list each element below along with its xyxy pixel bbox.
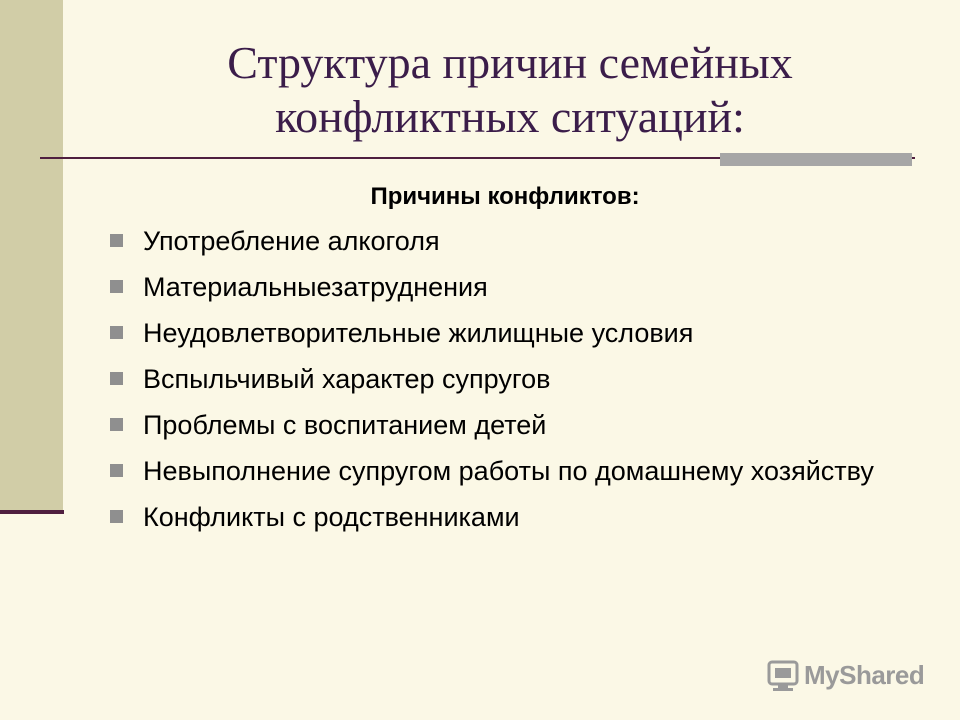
bullet-text: Конфликты с родственниками [143, 502, 520, 532]
bullet-text: Невыполнение супругом работы по домашнему хозяйству [143, 456, 874, 486]
square-bullet-icon [110, 280, 123, 293]
bullet-item [110, 362, 900, 396]
bullet-item [110, 316, 900, 350]
square-bullet-icon [110, 234, 123, 247]
bullet-item [110, 224, 900, 258]
myshared-logo-icon [766, 658, 800, 692]
bullet-text: Проблемы с воспитанием детей [143, 410, 547, 440]
square-bullet-icon [110, 464, 123, 477]
bullet-item [110, 408, 900, 442]
bullet-item [110, 270, 900, 304]
bullet-text: Вспыльчивый характер супругов [143, 364, 551, 394]
bullet-item [110, 500, 900, 534]
title-accent-bar [720, 153, 912, 166]
bullet-text: Неудовлетворительные жилищные условия [143, 318, 694, 348]
slide-title [100, 36, 920, 144]
bullet-item [110, 454, 900, 488]
square-bullet-icon [110, 326, 123, 339]
square-bullet-icon [110, 418, 123, 431]
slide-subtitle: Причины конфликтов: [370, 183, 640, 210]
bullet-text: Употребление алкоголя [143, 226, 440, 256]
slide-title-line-2: конфликтных ситуаций: [275, 91, 745, 142]
sidebar-band [0, 0, 63, 512]
slide-title-line-1: Структура причин семейных [227, 37, 793, 88]
square-bullet-icon [110, 372, 123, 385]
bullet-list [110, 224, 900, 546]
bullet-text: Материальныезатруднения [143, 272, 488, 302]
myshared-watermark [766, 658, 924, 692]
square-bullet-icon [110, 510, 123, 523]
sidebar-rule [0, 510, 64, 514]
watermark-text: MyShared [804, 659, 925, 690]
